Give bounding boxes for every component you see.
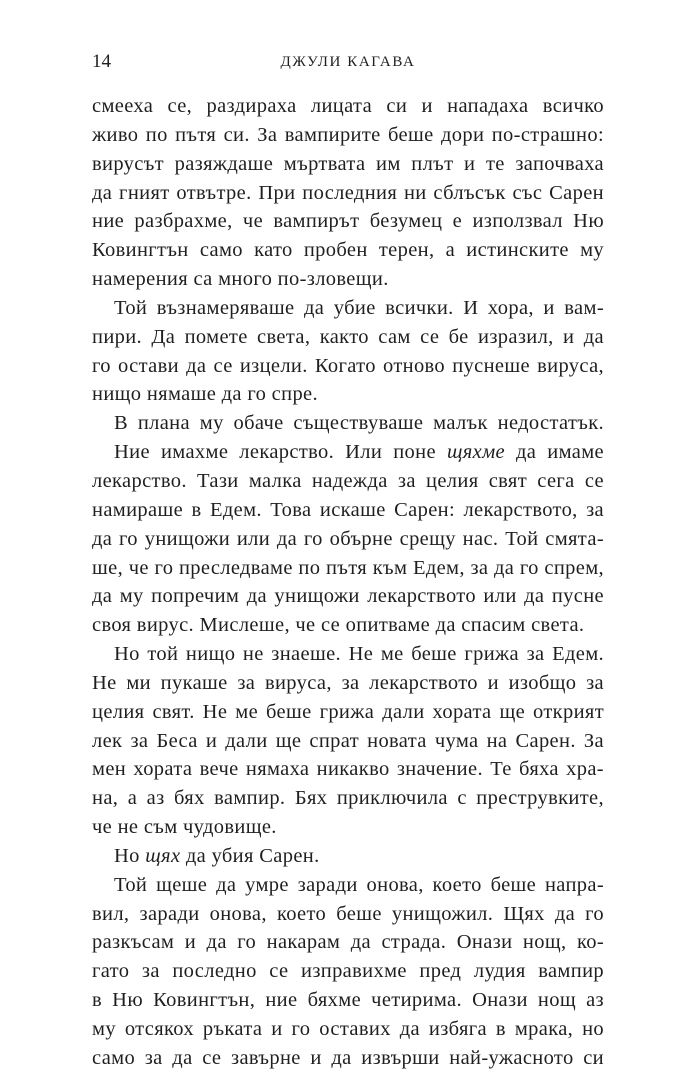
text-line: лек за Беса и дали ще спрат новата чума на Сарен. За (92, 729, 604, 752)
text-line: пири. Да помете света, както сам се бе изразил, и да (92, 325, 604, 348)
text-line: мен хората вече нямаха никакво значение. Те бяха хра- (92, 758, 604, 781)
text-line: живо по пътя си. За вампирите беше дори по-страшно: (92, 123, 604, 146)
text-line: вил, заради онова, което беше унищожил. Щях да го (92, 902, 604, 925)
text-line: го остави да се изцели. Когато отново пуснеше вируса, (92, 354, 604, 377)
text-line: намираше в Едем. Това искаше Сарен: лекарството, за (92, 498, 604, 521)
text-line: Но той нищо не знаеше. Не ме беше грижа за Едем. (114, 643, 604, 666)
running-head-author: ДЖУЛИ КАГАВА (280, 54, 416, 70)
text-line: ше, че го преследваме по пътя към Едем, за да го спрем, (92, 556, 604, 579)
text-line: Ковингтън само като пробен терен, а истинските му (92, 239, 604, 262)
text-line (92, 438, 604, 467)
text-line: гато за последно се изправихме пред лудия вампир (92, 960, 604, 983)
text-line: Той възнамеряваше да убие всички. И хора, и вам- (114, 296, 604, 319)
text-line: намерения са много по-зловещи. (92, 268, 389, 291)
text-line: че не съм чудовище. (92, 816, 277, 839)
emphasis-text: щяхме (446, 441, 505, 464)
text-line: в Ню Ковингтън, ние бяхме четирима. Онази нощ аз (92, 989, 604, 1012)
text-line: вирусът разяждаше мъртвата им плът и те започваха (92, 152, 604, 175)
text-segment: да убия Сарен. (180, 844, 320, 867)
text-line: да гният отвътре. При последния ни сблъсък със Сарен (92, 181, 604, 204)
text-line: да му попречим да унищожи лекарството или да пусне (92, 585, 604, 608)
body-text (92, 92, 604, 1073)
text-line: да го унищожи или да го обърне срещу нас. Той смята- (92, 527, 604, 550)
text-line: В плана му обаче съществуваше малък недостатък. (114, 412, 604, 435)
running-header (92, 47, 604, 77)
text-line: целия свят. Не ме беше грижа дали хората ще открият (92, 700, 604, 723)
text-line: на, а аз бях вампир. Бях приключила с преструвките, (92, 787, 604, 810)
text-line: своя вирус. Мислеше, че се опитваме да спасим света. (92, 614, 585, 637)
text-line: разкъсам и да го накарам да страда. Онази нощ, ко- (92, 931, 604, 954)
text-line (92, 842, 604, 871)
text-segment: Но (114, 844, 146, 867)
text-line: Не ми пукаше за вируса, за лекарството и изобщо за (92, 671, 604, 694)
text-line: ние разбрахме, че вампирът безумец е използвал Ню (92, 210, 604, 233)
emphasis-text: щях (145, 844, 181, 867)
text-line: Той щеше да умре заради онова, което беше напра- (114, 873, 604, 896)
text-line: лекарство. Тази малка надежда за целия свят сега се (92, 469, 604, 492)
text-segment: да имаме (504, 441, 604, 464)
page-number: 14 (92, 51, 111, 72)
text-line: му отсякох ръката и го оставих да избяга в мрака, но (92, 1018, 604, 1040)
text-segment: Ние имахме лекарство. Или поне (114, 441, 447, 464)
text-line: смееха се, раздираха лицата си и нападаха всичко (92, 95, 604, 117)
text-line: само за да се завърне и да извърши най-ужасното си (92, 1046, 604, 1069)
text-line: нищо нямаше да го спре. (92, 383, 318, 406)
